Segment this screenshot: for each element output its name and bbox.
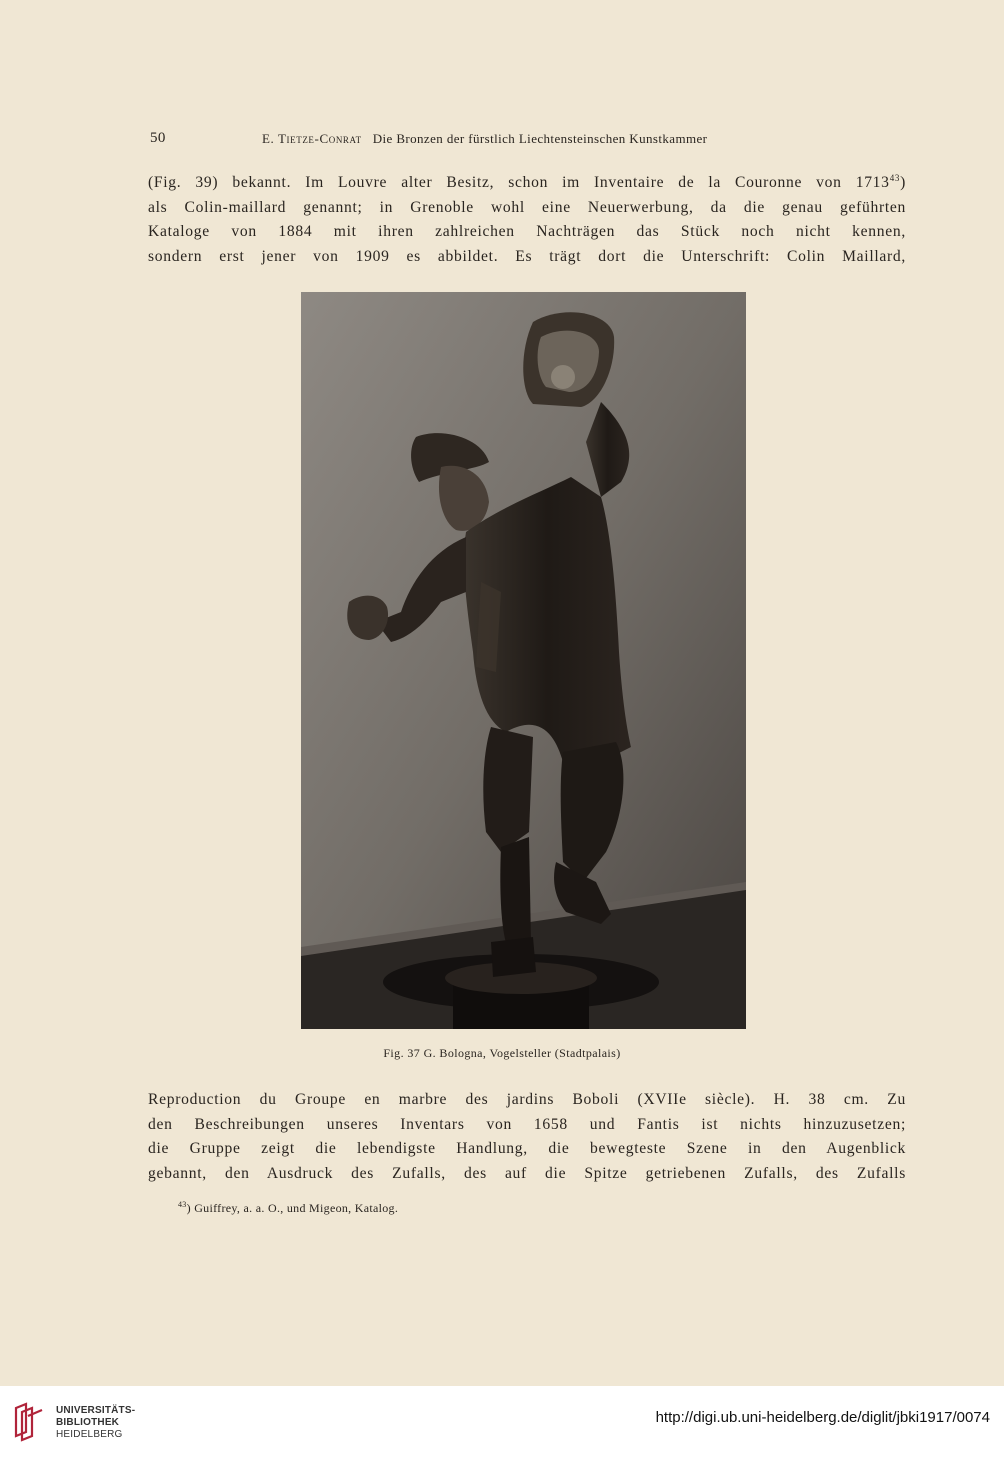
text-line: die Gruppe zeigt die lebendigste Handlung, die bewegteste Szene in den Augenblick [148,1140,906,1157]
text-line: Kataloge von 1884 mit ihren zahlreichen Nachträgen das Stück noch nicht kennen, [148,223,906,240]
text-line: gebannt, den Ausdruck des Zufalls, des auf die Spitze getriebenen Zufalls, des Zufalls [148,1164,906,1182]
figure-caption: Fig. 37 G. Bologna, Vogelsteller (Stadtpalais) [383,1046,621,1060]
running-header [150,130,906,152]
text-line: sondern erst jener von 1909 es abbildet. Es trägt dort die Unterschrift: Colin Maillard, [148,247,906,265]
header-title: Die Bronzen der fürstlich Liechtensteinschen Kunstkammer [372,131,708,146]
header-author: E. Tietze-Conrat [262,131,362,146]
library-name: UNIVERSITÄTS- BIBLIOTHEK HEIDELBERG [56,1405,136,1440]
text-line: als Colin-maillard genannt; in Grenoble wohl eine Neuerwerbung, da die genau geführten [148,198,906,216]
footnote-text: ) Guiffrey, a. a. O., und Migeon, Katalog. [186,1201,399,1215]
running-title [262,131,707,147]
text-line: Reproduction du Groupe en marbre des jardins Boboli (XVIIe siècle). H. 38 cm. Zu [148,1091,906,1108]
permalink-url[interactable]: http://digi.ub.uni-heidelberg.de/diglit/jbki1917/0074 [655,1409,990,1426]
statuette-photo-illustration [301,292,746,1029]
figure-photo [301,292,746,1029]
library-footer [0,1386,1004,1458]
page-number: 50 [150,130,166,146]
footnote [178,1200,398,1216]
footnote-marker: 43 [178,1200,187,1209]
paragraph-bottom [148,1088,906,1186]
ub-heidelberg-logo-icon[interactable] [12,1402,48,1442]
paragraph-top [148,171,906,269]
text-line: (Fig. 39) bekannt. Im Louvre alter Besitz, schon im Inventaire de la Couronne von 1713$^{43}$) [148,173,906,191]
footnote-ref[interactable]: 43 [889,173,901,183]
text-line: den Beschreibungen unseres Inventars von 1658 und Fantis ist nichts hinzuzusetzen; [148,1115,906,1133]
